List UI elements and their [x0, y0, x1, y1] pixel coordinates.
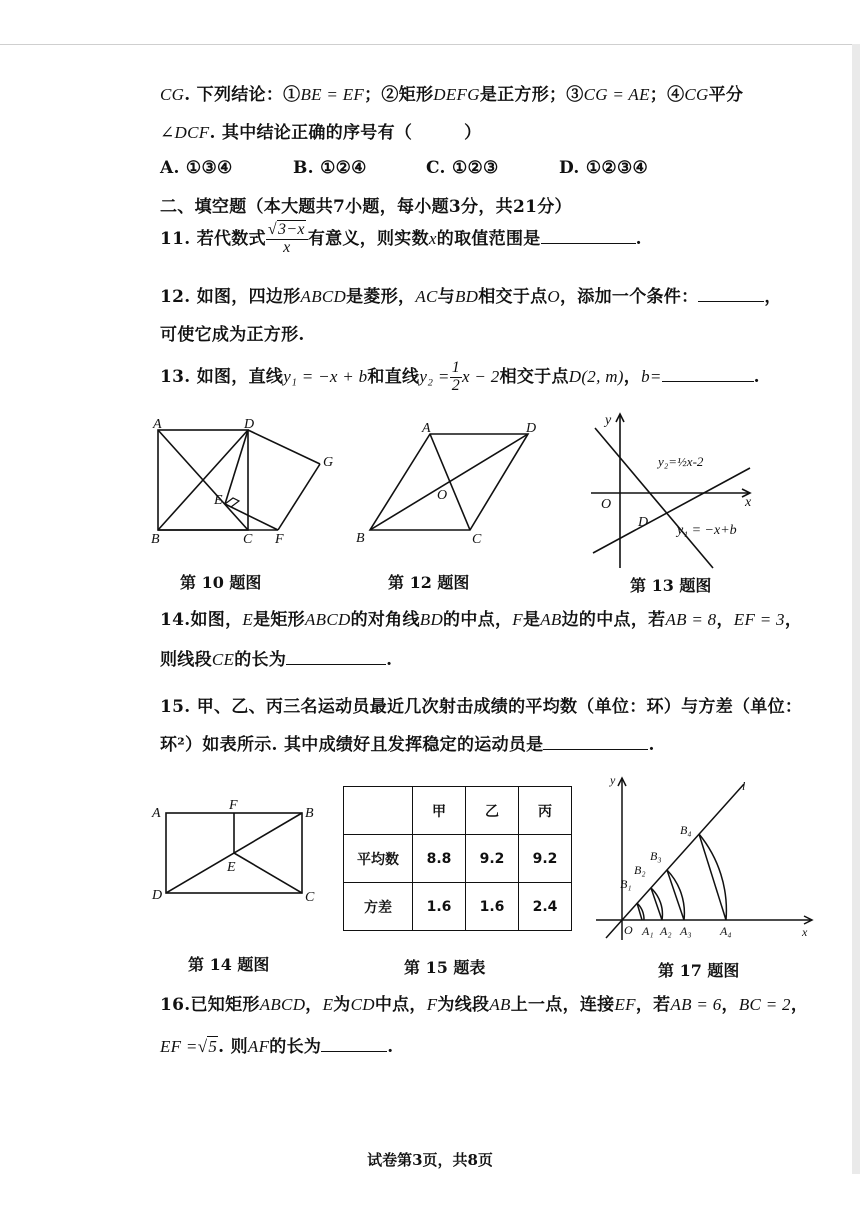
fig17-label-b3: B₃	[650, 849, 662, 863]
fig14-segment-ec	[234, 853, 302, 893]
q12-answer-blank[interactable]	[698, 287, 764, 302]
fig10-side-ef	[225, 504, 278, 530]
fig12-label-c: C	[472, 532, 482, 547]
q16-answer-blank[interactable]	[321, 1037, 387, 1052]
fig17-label-b2: B₂	[634, 863, 646, 877]
page-footer: 试卷第3页，共8页	[367, 1151, 493, 1169]
fig17-label-a1: A₁	[642, 924, 654, 938]
q12-line1: 12. 如图，四边形ABCD是菱形，AC与BD相交于点O，添加一个条件： ，	[160, 287, 782, 307]
fig14-label-d: D	[152, 888, 163, 903]
option-d: D. ①②③④	[559, 158, 649, 178]
q10-line1: CG. 下列结论：①BE = EF；②矩形DEFG是正方形；③CG = AE；④CG平分	[160, 85, 744, 105]
header-yi: 乙	[466, 787, 519, 835]
fig17-label-a4: A₄	[720, 924, 732, 938]
fig10-label-b: B	[151, 532, 160, 547]
fig14-label-b: B	[305, 806, 314, 821]
q12-line2: 可使它成为正方形.	[160, 325, 305, 345]
fig10-label-g: G	[323, 455, 334, 470]
q14-line2: 则线段CE的长为 .	[160, 650, 393, 670]
q15-line1: 15. 甲、乙、丙三名运动员最近几次射击成绩的平均数（单位：环）与方差（单位：	[160, 697, 803, 717]
q10-options	[160, 158, 648, 178]
fig17-caption: 第 17 题图	[658, 961, 740, 980]
q10-cg: CG	[160, 85, 185, 104]
fig12-label-b: B	[356, 531, 365, 546]
fig12-label-a: A	[422, 421, 431, 436]
q14-answer-blank[interactable]	[286, 650, 386, 665]
fig17-label-a2: A₂	[660, 924, 672, 938]
figure-17	[592, 770, 817, 945]
fig17-label-l: l	[742, 779, 746, 793]
fig13-label-line2: y₂=½x-2	[658, 454, 704, 469]
fig13-label-line1: y₁ = −x+b	[677, 523, 737, 538]
fig14-label-c: C	[305, 890, 315, 905]
fig17-label-o: O	[624, 923, 633, 937]
q15-answer-blank[interactable]	[543, 735, 648, 750]
fig12-label-o: O	[437, 488, 448, 503]
fig13-label-d: D	[638, 515, 649, 530]
fig10-label-a: A	[153, 418, 162, 432]
q15-line2: 环²）如表所示. 其中成绩好且发挥稳定的运动员是 .	[160, 735, 655, 755]
fig12-diagonal-bd	[370, 434, 528, 530]
score-table	[343, 786, 572, 931]
fig10-caption: 第 10 题图	[180, 573, 262, 592]
figure-12	[350, 418, 550, 548]
fig10-label-e: E	[214, 493, 223, 508]
option-c: C. ①②③	[426, 158, 499, 178]
option-a: A. ①③④	[160, 158, 233, 178]
fig17-label-y: y	[610, 773, 616, 787]
table15-caption: 第 15 题表	[404, 958, 486, 977]
fig13-label-o: O	[601, 497, 612, 512]
fig10-side-dg	[248, 430, 320, 464]
table-row: 平均数 8.8 9.2 9.2	[344, 835, 572, 883]
fig17-label-x: x	[802, 925, 808, 939]
fig14-label-f: F	[229, 798, 238, 813]
fig17-label-a3: A₃	[680, 924, 692, 938]
table-header-row	[344, 787, 572, 835]
table-row: 方差 1.6 1.6 2.4	[344, 883, 572, 931]
figure-14	[150, 795, 330, 910]
option-b: B. ①②④	[293, 158, 367, 178]
q10-line2: ∠DCF. 其中结论正确的序号有（ ）	[160, 123, 482, 143]
q11: 11. 若代数式 $\frac{√3-x}{x}$ 有意义，则实数x的取值范围是 .	[160, 221, 642, 256]
section-heading: 二、填空题（本大题共7小题，每小题3分，共21分）	[160, 197, 572, 217]
q13-answer-blank[interactable]	[662, 367, 754, 382]
fig14-label-e: E	[227, 860, 236, 875]
fig12-label-d: D	[526, 421, 537, 436]
fig10-label-c: C	[243, 532, 253, 547]
header-bing: 丙	[519, 787, 572, 835]
fig10-label-f: F	[275, 532, 284, 547]
q14-line1: 14.如图，E是矩形ABCD的对角线BD的中点，F是AB边的中点，若AB = 8，EF = 3，	[160, 610, 803, 630]
fig17-label-b1: B₁	[620, 877, 632, 891]
q13: 13. 如图，直线y₁ = −x + b和直线y₂ = $\frac{1}{2}$ x − 2相交于点D(2, m)，b= .	[160, 359, 760, 394]
fig10-label-d: D	[244, 418, 255, 432]
figure-13	[585, 408, 785, 573]
fig17-line-l	[606, 784, 744, 938]
q11-answer-blank[interactable]	[541, 229, 636, 244]
fig14-caption: 第 14 题图	[188, 955, 270, 974]
fig10-side-de	[225, 430, 248, 504]
fig17-label-b4: B₄	[680, 823, 692, 837]
fig13-label-x: x	[745, 495, 752, 510]
q11-fraction: $\frac{√3-x}{x}$	[266, 222, 308, 257]
figure-10	[150, 418, 350, 548]
fig13-label-y: y	[605, 413, 612, 428]
q16-line1: 16.已知矩形ABCD，E为CD中点，F为线段AB上一点，连接EF，若AB = 6，BC = 2，	[160, 995, 809, 1015]
header-jia: 甲	[413, 787, 466, 835]
q16-line2: EF =√5. 则AF的长为 .	[160, 1037, 394, 1057]
fig10-side-gf	[278, 464, 320, 530]
fig13-caption: 第 13 题图	[630, 576, 712, 595]
page-edge	[852, 44, 860, 1174]
fig12-caption: 第 12 题图	[388, 573, 470, 592]
fig13-line-y2	[593, 468, 750, 553]
fig14-label-a: A	[152, 806, 161, 821]
